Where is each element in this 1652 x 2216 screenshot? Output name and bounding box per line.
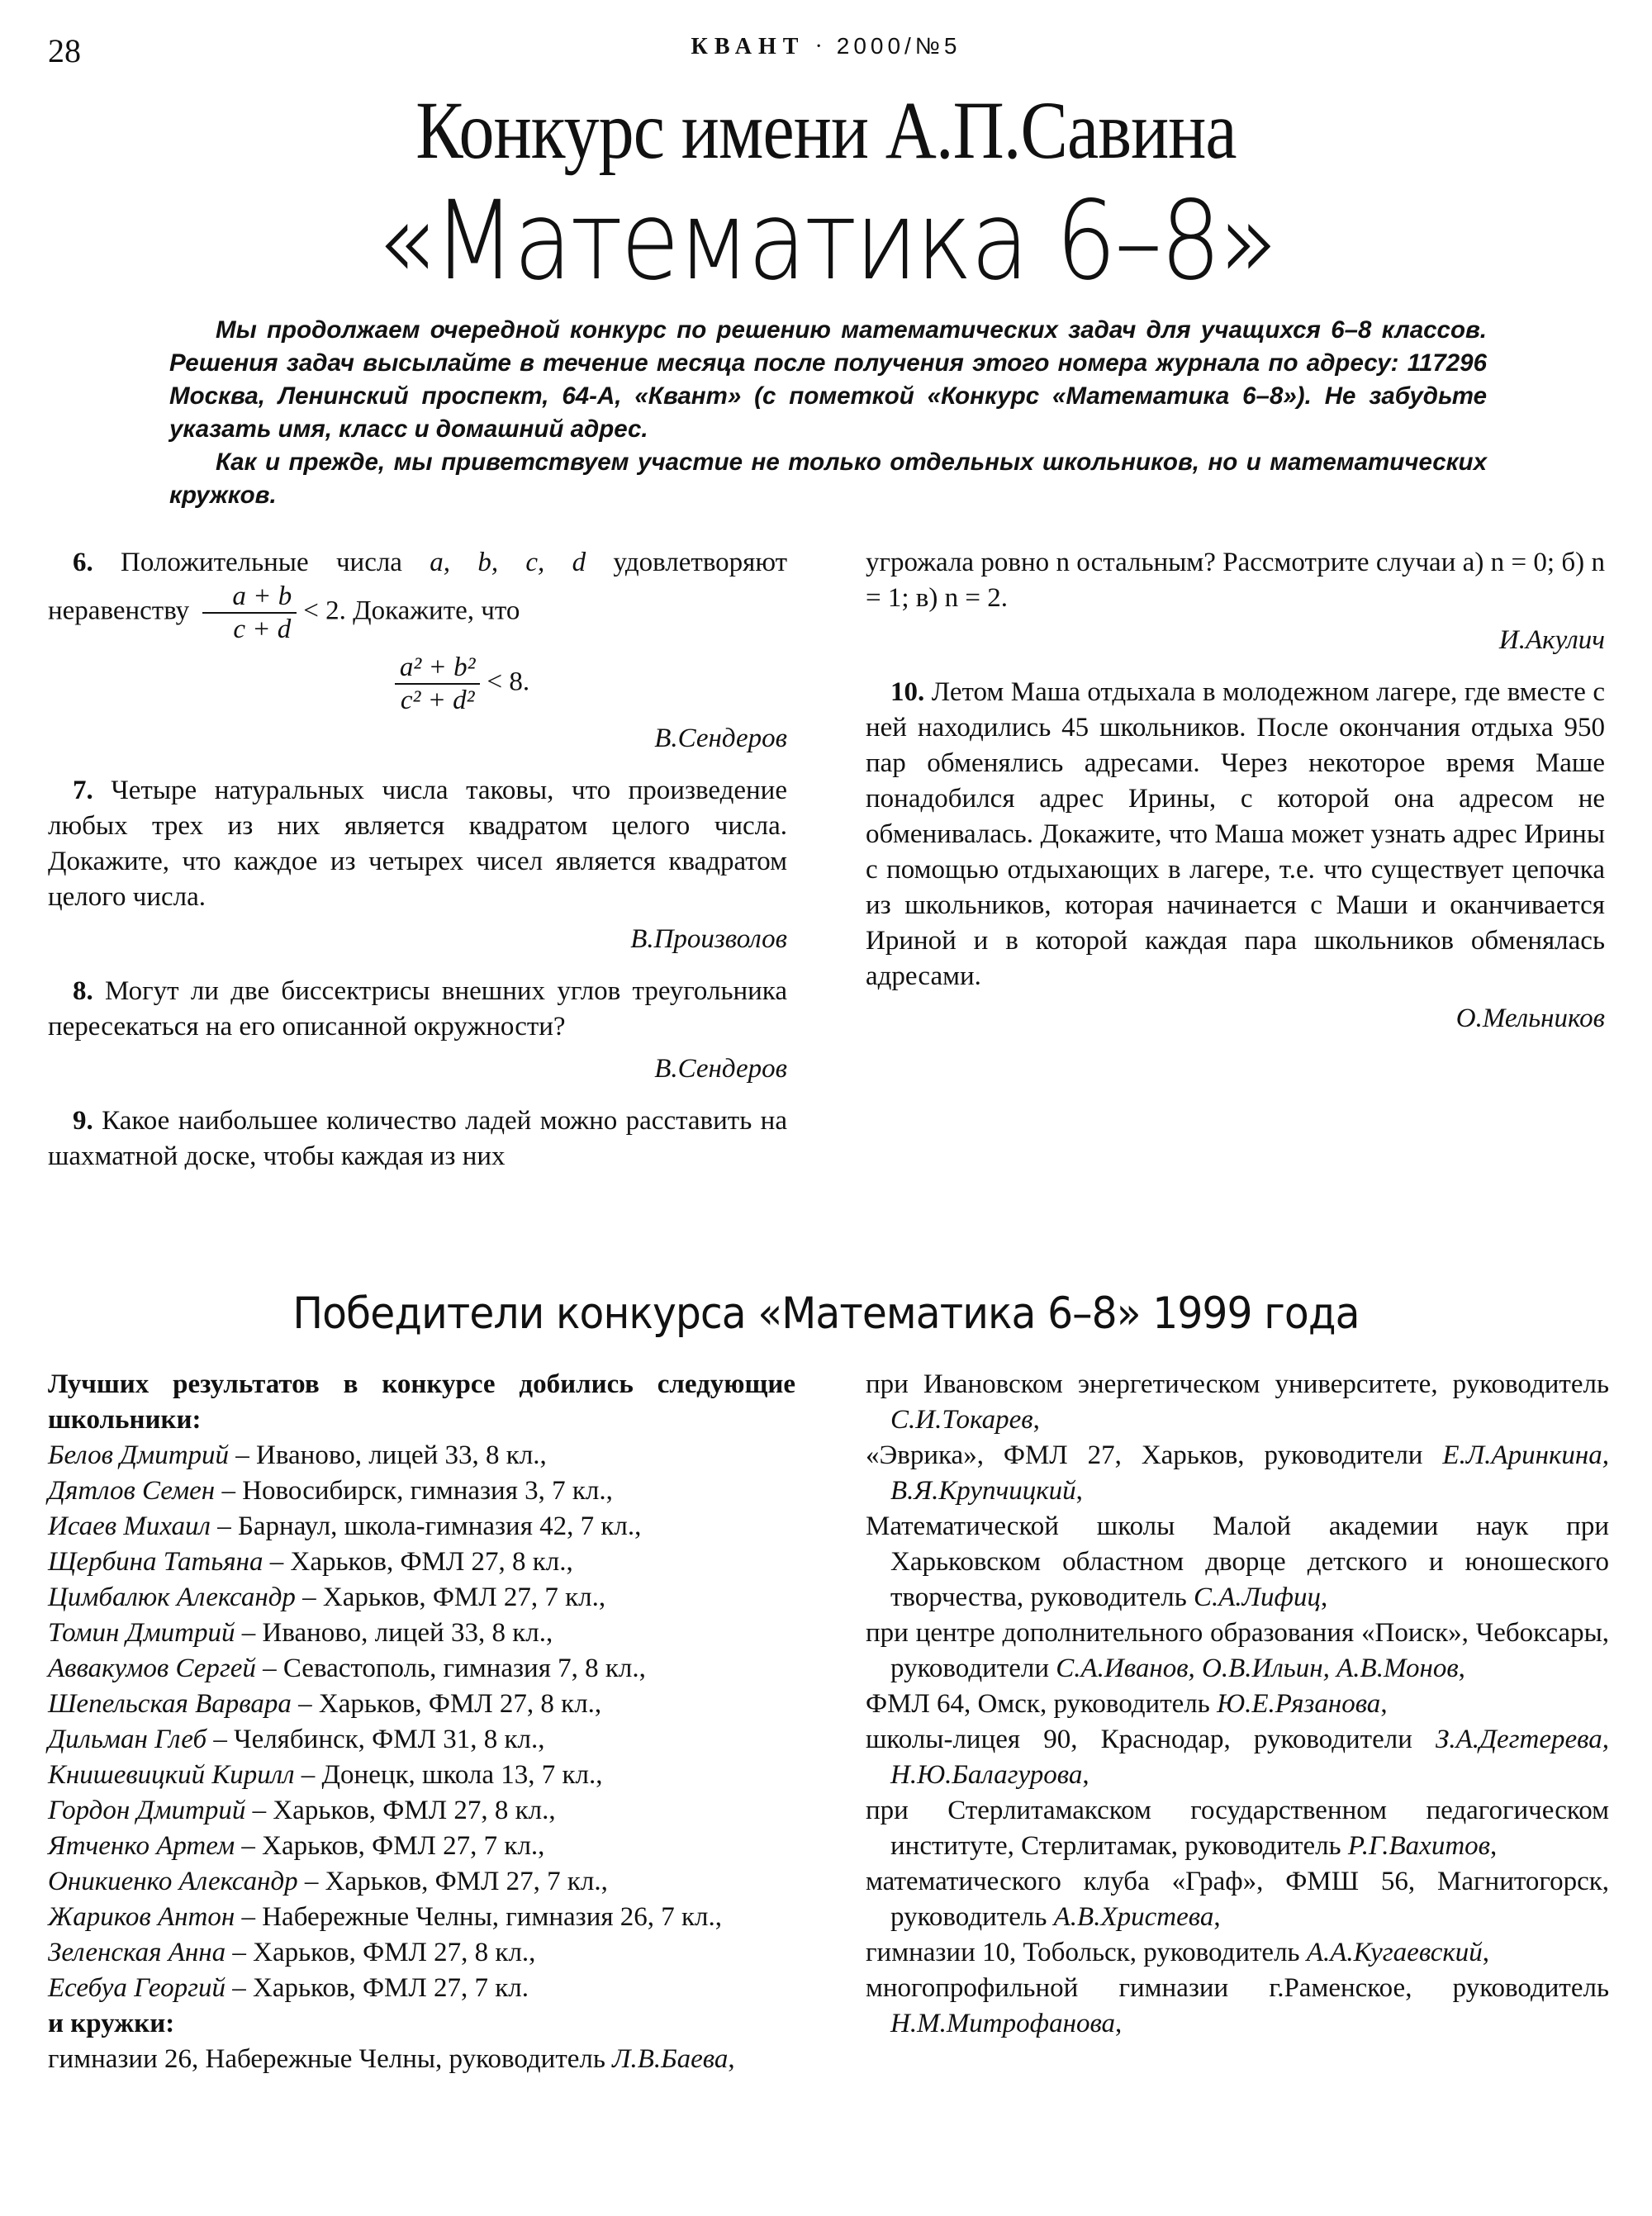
student-entry <box>48 1935 795 1971</box>
club-tail: , <box>1489 1831 1498 1861</box>
student-name: Есебуа Георгий <box>48 1973 226 2003</box>
student-info: – Харьков, ФМЛ 27, 8 кл., <box>291 1689 602 1719</box>
fraction-denominator: c + d <box>233 615 292 644</box>
problem-text: < 2. Докажите, что <box>303 596 520 626</box>
club-leader: Е.Л.Аринкина, В.Я.Крупчицкий <box>890 1440 1609 1506</box>
student-name: Томин Дмитрий <box>48 1618 235 1648</box>
student-name: Аввакумов Сергей <box>48 1654 256 1683</box>
problems-right-column <box>866 545 1605 1053</box>
student-name: Дятлов Семен <box>48 1476 216 1506</box>
journal-name: КВАНТ <box>691 34 805 59</box>
club-tail: , <box>1380 1689 1388 1719</box>
problem-author: И.Акулич <box>1498 625 1605 655</box>
student-info: – Харьков, ФМЛ 27, 8 кл., <box>245 1796 556 1825</box>
student-entry <box>48 1722 795 1758</box>
club-entry <box>866 1793 1609 1864</box>
club-description: «Эврика», ФМЛ 27, Харьков, руководители <box>866 1440 1443 1470</box>
clubs-list <box>866 1367 1609 2042</box>
inequality: < 8. <box>487 667 530 697</box>
contest-subtitle: «Математика 6–8» <box>376 178 1276 305</box>
student-entry <box>48 1651 795 1687</box>
club-tail: , <box>1213 1902 1221 1932</box>
club-tail: , <box>1482 1938 1490 1967</box>
student-info: – Харьков, ФМЛ 27, 7 кл., <box>297 1867 608 1896</box>
intro-paragraph-2: Как и прежде, мы приветствуем участие не только отдельных школьников, но и математических кружков. <box>169 448 1487 509</box>
student-name: Гордон Дмитрий <box>48 1796 246 1825</box>
club-description: при Стерлитамакском государственном педагогическом институте, Стерлитамак, руководитель <box>866 1796 1609 1861</box>
student-entry <box>48 1864 795 1900</box>
club-tail: , <box>1320 1583 1328 1612</box>
student-info: – Харьков, ФМЛ 27, 7 кл. <box>225 1973 529 2003</box>
running-head-separator: · <box>814 34 827 59</box>
club-tail: , <box>1075 1476 1083 1506</box>
club-tail: , <box>1032 1405 1040 1435</box>
club-leader: З.А.Дегтерева, Н.Ю.Балагурова <box>890 1725 1609 1790</box>
club-description: школы-лицея 90, Краснодар, руководители <box>866 1725 1436 1754</box>
problem-variables: a, b, c, d <box>430 548 586 577</box>
club-tail: , <box>728 2044 735 2074</box>
students-lead: Лучших результатов в конкурсе добились следующие школьники: <box>48 1369 795 1435</box>
problem-8 <box>48 974 787 1045</box>
student-entry <box>48 1793 795 1829</box>
student-info: – Иваново, лицей 33, 8 кл., <box>229 1440 547 1470</box>
student-entry <box>48 1438 795 1473</box>
fraction-numerator: a + b <box>202 581 297 614</box>
students-list <box>48 1438 795 2006</box>
winners-right-column <box>866 1367 1609 2042</box>
student-name: Жариков Антон <box>48 1902 235 1932</box>
club-description: ФМЛ 64, Омск, руководитель <box>866 1689 1218 1719</box>
student-name: Оникиенко Александр <box>48 1867 298 1896</box>
club-entry <box>48 2042 795 2077</box>
problem-6 <box>48 545 787 645</box>
student-entry <box>48 1473 795 1509</box>
club-tail: , <box>1082 1760 1089 1790</box>
problem-number: 6. <box>73 548 93 577</box>
club-entry <box>866 1438 1609 1509</box>
club-entry <box>866 1367 1609 1438</box>
club-leader: А.В.Христева <box>1053 1902 1214 1932</box>
problem-author: В.Произволов <box>630 924 787 954</box>
student-name: Зеленская Анна <box>48 1938 226 1967</box>
student-info: – Харьков, ФМЛ 27, 8 кл., <box>263 1547 573 1577</box>
student-info: – Харьков, ФМЛ 27, 8 кл., <box>225 1938 536 1967</box>
problem-text: Четыре натуральных числа таковы, что произведение любых трех из них является квадратом целого числа. Докажите, что каждое из четырех чисел является квадратом целого числа. <box>48 776 787 912</box>
club-entry <box>866 1864 1609 1935</box>
fraction <box>202 581 297 645</box>
problems-left-column <box>48 545 787 1181</box>
student-info: – Иваново, лицей 33, 8 кл., <box>235 1618 553 1648</box>
intro-paragraph-1: Мы продолжаем очередной конкурс по решению математических задач для учащихся 6–8 классов. Решения задач высылайте в течение месяца после получения этого номера журнала по адресу: 117296 Москва, Ленинский проспект, 64-А, «Квант» (с пометкой «Конкурс «Математика 6–8»). Не забудьте указать имя, класс и домашний адрес. <box>169 316 1487 443</box>
problem-number: 9. <box>73 1106 93 1136</box>
fraction-denominator: c² + d² <box>400 686 475 715</box>
student-name: Шепельская Варвара <box>48 1689 292 1719</box>
student-entry <box>48 1545 795 1580</box>
problem-text: удовлетворяют неравенству <box>48 548 787 626</box>
problem-7 <box>48 773 787 915</box>
student-info: – Харьков, ФМЛ 27, 7 кл., <box>295 1583 606 1612</box>
winners-left-column <box>48 1367 795 2077</box>
club-tail: , <box>1115 2009 1123 2038</box>
student-info: – Донецк, школа 13, 7 кл., <box>294 1760 603 1790</box>
contest-title: Конкурс имени А.П.Савина <box>415 84 1237 176</box>
problem-text: Могут ли две биссектрисы внешних углов треугольника пересекаться на его описанной окружности? <box>48 976 787 1042</box>
club-tail: , <box>1458 1654 1465 1683</box>
club-entry <box>866 1722 1609 1793</box>
problem-text: Летом Маша отдыхала в молодежном лагере, где вместе с ней находились 45 школьников. После окончания отдыха 950 пар обменялись адресами. Через некоторое время Маше понадобился адрес Ирины, с которой она адресом не обменивалась. Докажите, что Маша может узнать адрес Ирины с помощью отдыхающих в лагере, т.е. что существует цепочка из школьников, которая начинается с Маши и оканчивается Ириной и в которой каждая пара школьников обменялась адресами. <box>866 677 1605 991</box>
student-entry <box>48 1616 795 1651</box>
club-entry <box>866 1935 1609 1971</box>
club-entry <box>866 1687 1609 1722</box>
club-leader: Ю.Е.Рязанова <box>1217 1689 1381 1719</box>
student-entry <box>48 1687 795 1722</box>
clubs-lead: и кружки: <box>48 2009 175 2038</box>
problem-author: В.Сендеров <box>654 1054 787 1084</box>
club-description: математического клуба «Граф», ФМШ 56, Магнитогорск, руководитель <box>866 1867 1609 1932</box>
page-number: 28 <box>48 32 81 69</box>
club-description: Математической школы Малой академии наук при Харьковском областном дворце детского и юношеского творчества, руководитель <box>866 1511 1609 1612</box>
student-info: – Набережные Челны, гимназия 26, 7 кл., <box>235 1902 723 1932</box>
clubs-list <box>48 2042 795 2077</box>
problem-9 <box>48 1103 787 1174</box>
student-info: – Харьков, ФМЛ 27, 7 кл., <box>235 1831 545 1861</box>
fraction-numerator: a² + b² <box>395 652 481 685</box>
intro-text <box>169 314 1487 512</box>
club-leader: Л.В.Баева <box>612 2044 729 2074</box>
problem-text: Положительные числа <box>93 548 430 577</box>
student-info: – Севастополь, гимназия 7, 8 кл., <box>255 1654 646 1683</box>
student-name: Исаев Михаил <box>48 1511 211 1541</box>
club-description: при центре дополнительного образования «Поиск», Чебоксары, руководители <box>866 1618 1609 1683</box>
student-entry <box>48 1758 795 1793</box>
problem-9-continuation: угрожала ровно n остальным? Рассмотрите случаи а) n = 0; б) n = 1; в) n = 2. <box>866 548 1605 613</box>
student-name: Книшевицкий Кирилл <box>48 1760 295 1790</box>
club-entry <box>866 1509 1609 1616</box>
student-entry <box>48 1900 795 1935</box>
problem-number: 7. <box>73 776 93 805</box>
fraction <box>395 652 481 716</box>
student-entry <box>48 1829 795 1864</box>
club-leader: Н.М.Митрофанова <box>890 2009 1116 2038</box>
issue-number: 2000/№5 <box>836 33 961 59</box>
club-description: при Ивановском энергетическом университете, руководитель <box>866 1369 1609 1399</box>
club-description: многопрофильной гимназии г.Раменское, руководитель <box>866 1973 1609 2003</box>
student-info: – Челябинск, ФМЛ 31, 8 кл., <box>206 1725 545 1754</box>
student-entry <box>48 1580 795 1616</box>
student-name: Ятченко Артем <box>48 1831 235 1861</box>
club-leader: С.И.Токарев <box>890 1405 1033 1435</box>
running-head <box>0 33 1652 60</box>
problem-text: Какое наибольшее количество ладей можно расставить на шахматной доске, чтобы каждая из них <box>48 1106 787 1171</box>
problem-number: 10. <box>890 677 925 707</box>
club-description: гимназии 10, Тобольск, руководитель <box>866 1938 1307 1967</box>
club-leader: А.А.Кугаевский <box>1306 1938 1483 1967</box>
club-leader: С.А.Иванов, О.В.Ильин, А.В.Монов <box>1056 1654 1459 1683</box>
student-info: – Барнаул, школа-гимназия 42, 7 кл., <box>210 1511 642 1541</box>
student-name: Белов Дмитрий <box>48 1440 230 1470</box>
club-leader: С.А.Лифиц <box>1194 1583 1321 1612</box>
student-entry <box>48 1509 795 1545</box>
problem-author: В.Сендеров <box>654 724 787 753</box>
student-name: Дильман Глеб <box>48 1725 207 1754</box>
club-entry <box>866 1971 1609 2042</box>
club-entry <box>866 1616 1609 1687</box>
problem-10 <box>866 675 1605 994</box>
display-formula <box>131 652 787 716</box>
student-name: Цимбалюк Александр <box>48 1583 296 1612</box>
student-name: Щербина Татьяна <box>48 1547 263 1577</box>
student-entry <box>48 1971 795 2006</box>
club-leader: Р.Г.Вахитов <box>1347 1831 1490 1861</box>
winners-heading: Победители конкурса «Математика 6–8» 1999 года <box>292 1288 1360 1339</box>
student-info: – Новосибирск, гимназия 3, 7 кл., <box>215 1476 613 1506</box>
problem-number: 8. <box>73 976 93 1006</box>
club-description: гимназии 26, Набережные Челны, руководитель <box>48 2044 613 2074</box>
problem-author: О.Мельников <box>1455 1004 1605 1033</box>
